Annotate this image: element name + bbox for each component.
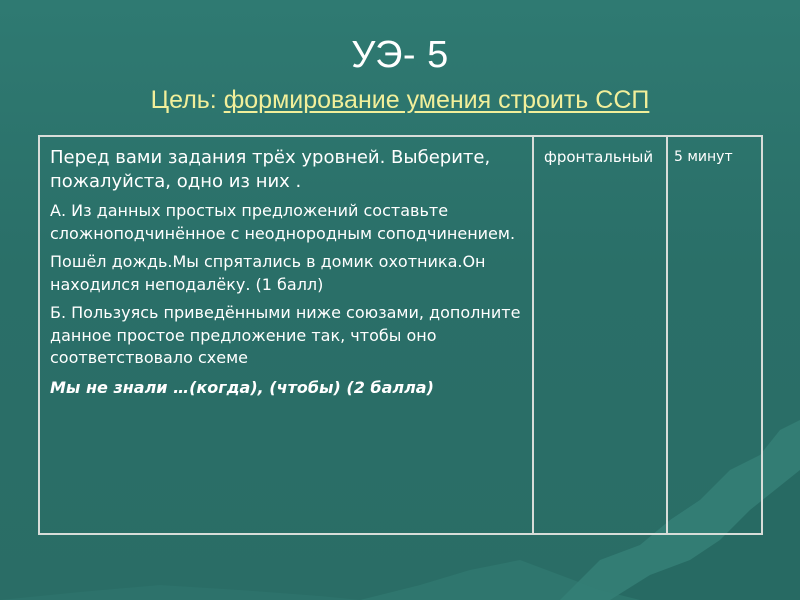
task-b: Б. Пользуясь приведёнными ниже союзами, дополните данное простое предложение так, чтобы оно соответствовало схеме (50, 303, 521, 367)
task-intro: Перед вами задания трёх уровней. Выберите, пожалуйста, одно из них . (50, 147, 491, 192)
goal-label: Цель: (150, 86, 224, 114)
form-cell (536, 137, 666, 533)
time-cell (668, 137, 763, 533)
task-sentences: Пошёл дождь.Мы спрятались в домик охотника.Он находился неподалёку. (1 балл) (50, 252, 486, 294)
duration: 5 минут (674, 149, 733, 165)
task-a: А. Из данных простых предложений составьте сложноподчинённое с неоднородным соподчинением. (50, 201, 516, 243)
slide-title: УЭ- 5 (351, 34, 449, 76)
task-cell (40, 137, 534, 533)
goal-line (0, 86, 800, 115)
goal-value: формирование умения строить ССП (223, 86, 650, 114)
task-table (38, 135, 763, 535)
work-form: фронтальный (544, 148, 654, 166)
task-example: Мы не знали …(когда), (чтобы) (2 балла) (50, 377, 434, 397)
